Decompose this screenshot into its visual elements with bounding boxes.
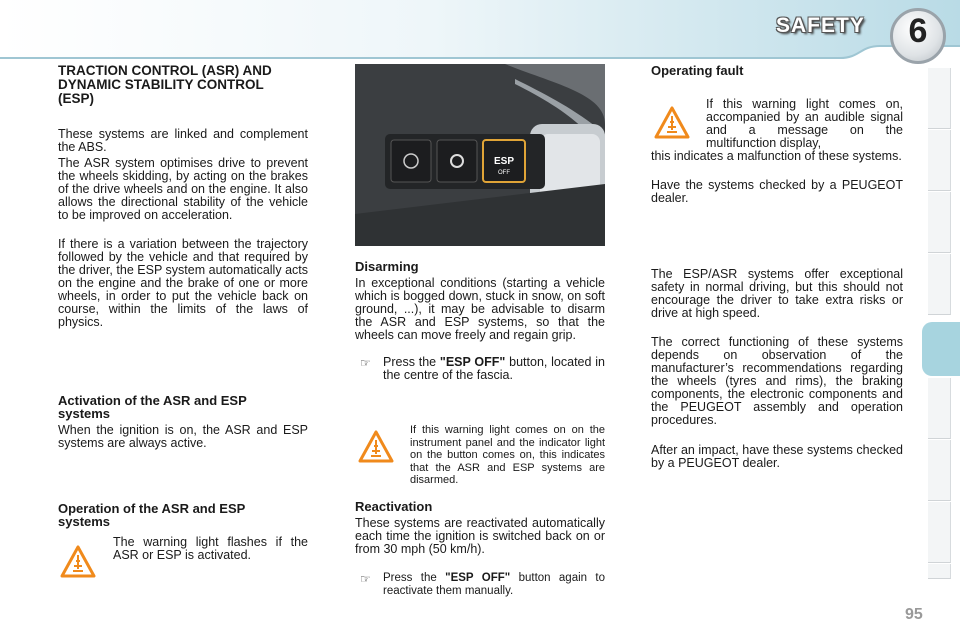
bullet-icon: ☞: [360, 356, 371, 370]
warning-light-icon: [60, 545, 96, 579]
side-tab[interactable]: [928, 440, 951, 501]
functioning-paragraph: The correct functioning of these systems depends on observation of the manufacturer’s recommendations regarding the wheels (tyres and rims), the braking components, the electronic components and the PEUGEOT assembly and operation procedures.: [651, 335, 903, 427]
react-prefix: Press the: [383, 572, 437, 584]
disarmed-note: If this warning light comes on on the instrument panel and the indicator light on the button comes on, this indicates that the ASR and ESP systems are disarmed.: [410, 424, 605, 486]
warning-light-icon: [654, 106, 690, 140]
svg-text:OFF: OFF: [498, 170, 510, 176]
fault-advice: Have the systems checked by a PEUGEOT dealer.: [651, 178, 903, 205]
section-title: SAFETY: [776, 14, 865, 37]
fault-text-cont: this indicates a malfunction of these systems.: [651, 149, 902, 163]
disarming-text: In exceptional conditions (starting a vehicle which is bogged down, stuck in snow, on soft ground, ...), it may be advisable to disarm the ASR and ESP systems, so that the wheels can move freely and regain grip.: [355, 276, 605, 342]
fault-text: If this warning light comes on, accompanied by an audible signal and a message on the multifunction display,: [706, 97, 903, 150]
react-suffix: button again to reactivate them manually.: [383, 572, 606, 597]
svg-text:ESP: ESP: [493, 156, 515, 167]
warning-light-icon: [358, 430, 394, 464]
bullet-icon: ☞: [360, 572, 371, 586]
side-tab[interactable]: [928, 130, 951, 191]
dashboard-illustration: [355, 64, 605, 246]
page-heading: TRACTION CONTROL (ASR) AND DYNAMIC STABILITY CONTROL (ESP): [58, 63, 272, 106]
side-tab-active[interactable]: [922, 322, 960, 376]
intro-paragraph: These systems are linked and complement the ABS.: [58, 127, 308, 154]
impact-paragraph: After an impact, have these systems checked by a PEUGEOT dealer.: [651, 443, 903, 470]
activation-text: When the ignition is on, the ASR and ESP systems are always active.: [58, 423, 308, 450]
disarming-heading: Disarming: [355, 259, 419, 274]
operation-text: The warning light flashes if the ASR or ESP is activated.: [113, 535, 308, 562]
reactivation-text: These systems are reactivated automatically each time the ignition is switched back on or from 30 mph (50 km/h).: [355, 516, 605, 556]
esp-button-photo: [355, 64, 605, 246]
asr-paragraph: The ASR system optimises drive to prevent the wheels skidding, by acting on the brakes of the drive wheels and on the engine. It also allows the directional stability of the vehicle to be improved on acceleration.: [58, 156, 308, 222]
fault-heading: Operating fault: [651, 63, 744, 78]
side-tab[interactable]: [928, 564, 951, 579]
esp-off-label: "ESP OFF": [445, 572, 511, 584]
reactivation-heading: Reactivation: [355, 499, 433, 514]
side-tab[interactable]: [928, 68, 951, 129]
reactivate-instruction: [383, 572, 605, 597]
press-suffix: button, located in the centre of the fascia.: [383, 355, 605, 382]
press-prefix: Press the: [383, 355, 437, 369]
side-tab[interactable]: [928, 254, 951, 315]
press-instruction: [383, 356, 605, 382]
side-tab[interactable]: [928, 378, 951, 439]
safety-paragraph: The ESP/ASR systems offer exceptional safety in normal driving, but this should not encourage the driver to take extra risks or drive at high speed.: [651, 267, 903, 320]
page-number: 95: [905, 606, 923, 623]
chapter-number: 6: [908, 12, 928, 50]
esp-off-label: "ESP OFF": [439, 355, 506, 369]
activation-heading: Activation of the ASR and ESP systems: [58, 393, 247, 421]
side-tab[interactable]: [928, 502, 951, 563]
esp-paragraph: If there is a variation between the trajectory followed by the vehicle and that required by the driver, the ESP system automatically acts on the engine and the brake of one or more wheels, in order to put the vehicle back on course, within the limits of the laws of physics.: [58, 237, 308, 329]
operation-heading: Operation of the ASR and ESP systems: [58, 501, 246, 529]
side-tab[interactable]: [928, 192, 951, 253]
